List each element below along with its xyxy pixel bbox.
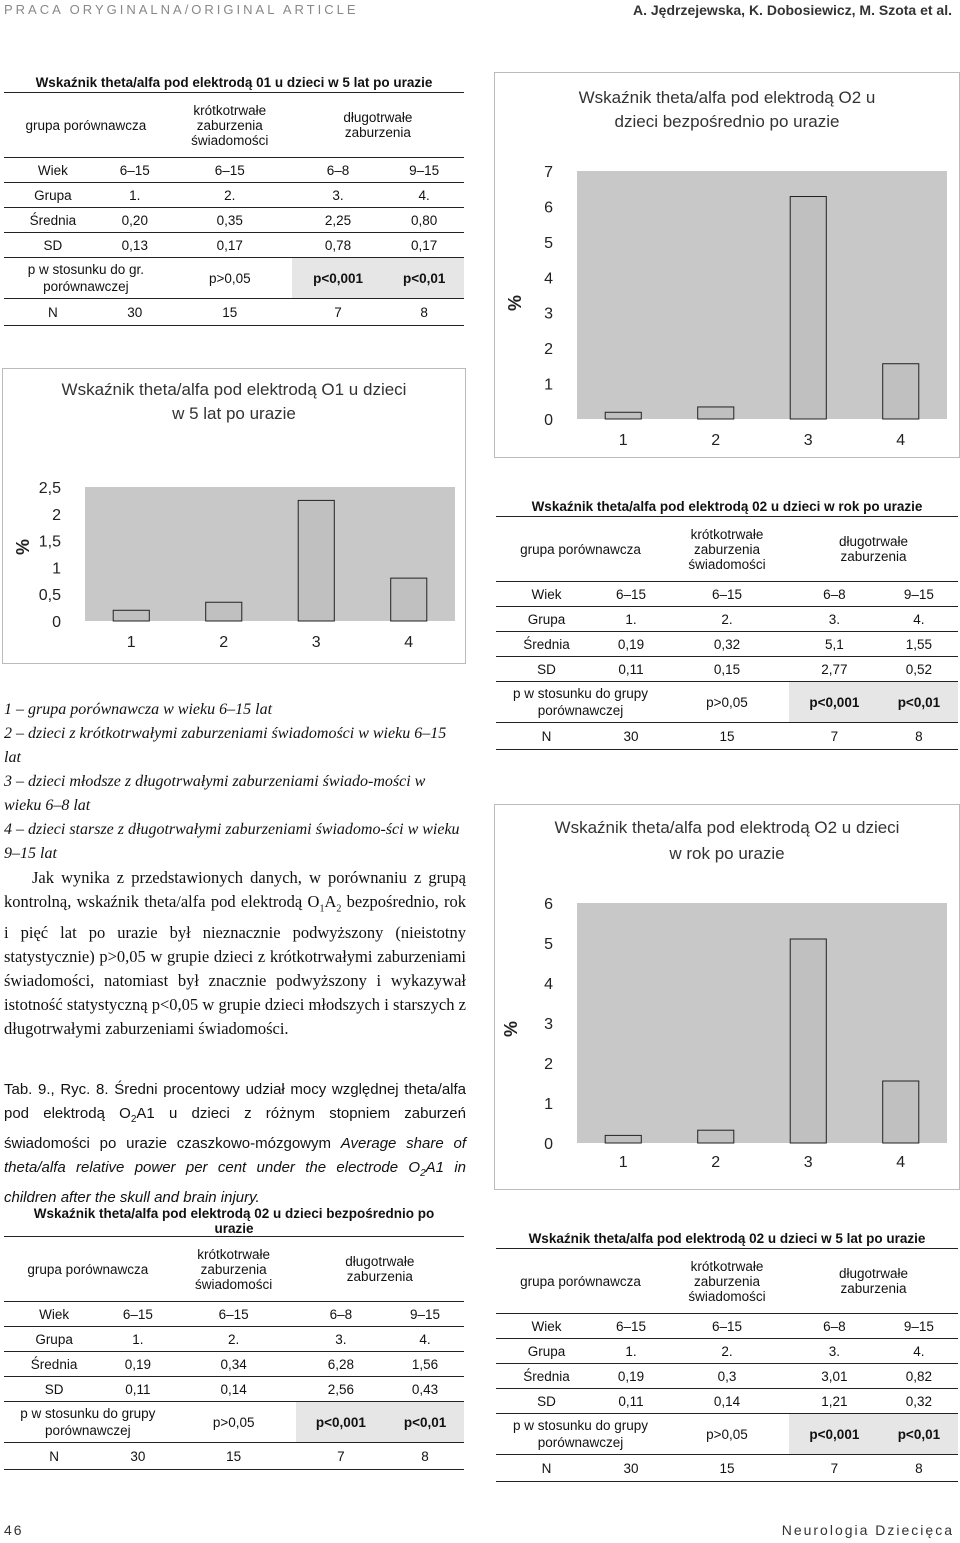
y-tick-label: 0,5	[38, 587, 61, 605]
col-header: długotrwałe zaburzenia	[292, 93, 464, 158]
x-tick-label: 2	[711, 432, 721, 449]
table-cell: 7	[292, 299, 385, 326]
legend-item: 4 – dzieci starsze z długotrwałymi zaburzeniami świadomo-ści w wieku 9–15 lat	[4, 821, 460, 862]
row-label: Wiek	[496, 582, 597, 607]
table-cell: 7	[789, 1455, 880, 1482]
table-title: Wskaźnik theta/alfa pod elektrodą 01 u dzieci w 5 lat po urazie	[4, 72, 464, 93]
bar-group-2	[698, 407, 734, 419]
table-cell: 0,32	[665, 632, 789, 657]
row-label: p w stosunku do gr. porównawczej	[4, 258, 168, 299]
journal-name: Neurologia Dziecięca	[781, 1522, 954, 1538]
x-tick-label: 2	[219, 634, 229, 651]
row-label: Grupa	[4, 183, 102, 208]
table-o2-immediate	[4, 1206, 464, 1470]
y-tick-label: 2,5	[38, 480, 61, 497]
table-title: Wskaźnik theta/alfa pod elektrodą 02 u dzieci w rok po urazie	[496, 496, 958, 517]
table-cell: 6,28	[296, 1352, 386, 1377]
x-tick-label: 4	[896, 1154, 906, 1171]
table-cell: 6–8	[789, 1314, 880, 1339]
chart-o2-immediate	[494, 72, 960, 458]
data-table	[496, 1228, 958, 1482]
y-tick-label: 1,5	[38, 533, 61, 551]
table-cell: 6–15	[665, 1314, 789, 1339]
y-tick-label: 3	[544, 1016, 553, 1033]
x-tick-label: 3	[803, 432, 813, 449]
bar-group-3	[298, 500, 334, 621]
running-header-section: PRACA ORYGINALNA/ORIGINAL ARTICLE	[4, 2, 359, 17]
table-cell: 15	[168, 299, 292, 326]
table-cell: 3.	[296, 1327, 386, 1352]
p-value: p<0,001	[296, 1402, 386, 1443]
row-label: Wiek	[496, 1314, 597, 1339]
data-table	[4, 1206, 464, 1470]
x-tick-label: 4	[404, 634, 414, 651]
y-tick-label: 2	[52, 506, 61, 524]
table-cell: 6–15	[102, 158, 168, 183]
bar-chart	[3, 369, 465, 663]
table-cell: 0,17	[168, 233, 292, 258]
bar-group-2	[698, 1130, 734, 1143]
table-cell: 9–15	[880, 582, 958, 607]
table-cell: 7	[296, 1443, 386, 1470]
table-cell: 8	[386, 1443, 464, 1470]
table-cell: 0,14	[172, 1377, 296, 1402]
table-cell: 0,80	[384, 208, 464, 233]
table-cell: 0,15	[665, 657, 789, 682]
table-cell: 0,17	[384, 233, 464, 258]
y-tick-label: 5	[544, 234, 553, 252]
y-tick-label: 7	[544, 164, 553, 181]
chart-title: w rok po urazie	[669, 844, 785, 863]
bar-group-4	[883, 1081, 919, 1143]
y-tick-label: 6	[544, 199, 553, 217]
table-cell: 1.	[104, 1327, 172, 1352]
row-label: Grupa	[4, 1327, 104, 1352]
bar-group-1	[605, 412, 641, 419]
table-cell: 15	[665, 1455, 789, 1482]
x-tick-label: 3	[311, 634, 321, 651]
legend-item: 3 – dzieci młodsze z długotrwałymi zaburzeniami świado-mości w wieku 6–8 lat	[4, 773, 426, 814]
table-cell: 0,19	[597, 632, 665, 657]
row-label: SD	[4, 1377, 104, 1402]
table-cell: 6–15	[168, 158, 292, 183]
figure-caption: Tab. 9., Ryc. 8. Średni procentowy udział mocy względnej theta/alfa pod elektrodą $O_2A1$ u dzieci z różnym stopniem zaburzeń świadomości po urazie czaszkowo-mózgowym Average share of theta/alfa relative power per cent under the electrode $O_2A1$ in children after the skull and brain injury.	[4, 1081, 466, 1206]
table-cell: 0,20	[102, 208, 168, 233]
table-cell: 30	[102, 299, 168, 326]
legend-item: 2 – dzieci z krótkotrwałymi zaburzeniami świadomości w wieku 6–15 lat	[4, 725, 447, 766]
y-tick-label: 6	[544, 896, 553, 913]
col-header: krótkotrwałe zaburzenia świadomości	[665, 1249, 789, 1314]
col-header: długotrwałe zaburzenia	[296, 1237, 464, 1302]
table-cell: 30	[597, 1455, 665, 1482]
row-label: p w stosunku do grupy porównawczej	[496, 682, 665, 723]
bar-group-4	[391, 578, 427, 621]
x-tick-label: 3	[803, 1154, 813, 1171]
bar-group-4	[883, 364, 919, 419]
row-label: Grupa	[496, 1339, 597, 1364]
chart-title: dzieci bezpośrednio po urazie	[614, 112, 840, 131]
row-label: N	[4, 299, 102, 326]
table-cell: 0,32	[880, 1389, 958, 1414]
table-cell: 9–15	[384, 158, 464, 183]
table-cell: 1.	[102, 183, 168, 208]
table-cell: 6–15	[104, 1302, 172, 1327]
table-cell: 1,55	[880, 632, 958, 657]
table-cell: 0,43	[386, 1377, 464, 1402]
p-value: p>0,05	[665, 682, 789, 723]
y-axis-label: %	[505, 294, 525, 312]
legend-item: 1 – grupa porównawcza w wieku 6–15 lat	[4, 701, 273, 718]
row-label: Średnia	[4, 1352, 104, 1377]
x-tick-label: 2	[711, 1154, 721, 1171]
bar-group-1	[113, 610, 149, 621]
col-header: długotrwałe zaburzenia	[789, 1249, 958, 1314]
y-axis-label: %	[501, 1020, 521, 1038]
table-cell: 4.	[880, 607, 958, 632]
col-header: długotrwałe zaburzenia	[789, 517, 958, 582]
bar-chart	[495, 805, 959, 1189]
table-cell: 3.	[789, 607, 880, 632]
table-cell: 0,3	[665, 1364, 789, 1389]
table-cell: 4.	[386, 1327, 464, 1352]
y-tick-label: 4	[544, 270, 553, 288]
col-header: grupa porównawcza	[4, 93, 168, 158]
table-cell: 8	[880, 1455, 958, 1482]
table-cell: 3.	[292, 183, 385, 208]
p-value: p>0,05	[168, 258, 292, 299]
table-cell: 9–15	[386, 1302, 464, 1327]
table-cell: 0,35	[168, 208, 292, 233]
table-cell: 0,19	[597, 1364, 665, 1389]
bar-chart	[495, 73, 959, 457]
chart-title: Wskaźnik theta/alfa pod elektrodą O2 u dzieci	[554, 818, 900, 837]
chart-title: Wskaźnik theta/alfa pod elektrodą O2 u	[578, 88, 876, 107]
p-value: p<0,01	[880, 682, 958, 723]
col-header: grupa porównawcza	[496, 517, 665, 582]
table-cell: 6–8	[296, 1302, 386, 1327]
table-cell: 0,78	[292, 233, 385, 258]
p-value: p<0,01	[384, 258, 464, 299]
col-header: grupa porównawcza	[496, 1249, 665, 1314]
table-cell: 0,34	[172, 1352, 296, 1377]
body-paragraph: Jak wynika z przedstawionych danych, w porównaniu z grupą kontrolną, wskaźnik theta/alfa pod elektrodą $O_1A_2$ bezpośrednio, rok i pięć lat po urazie był nieznacznie podwyższony (nieistotny statystycznie) p>0,05 w grupie dzieci z krótkotrwałymi zaburzeniami świadomości, natomiast był znacznie podwyższony i wykazywał istotność statystyczną p<0,05 w grupie dzieci młodszych i starszych z długotrwałymi zaburzeniami świadomości.	[4, 868, 466, 1039]
table-cell: 1.	[597, 1339, 665, 1364]
table-cell: 0,82	[880, 1364, 958, 1389]
table-cell: 8	[880, 723, 958, 750]
chart-o2-1y	[494, 804, 960, 1190]
row-label: Wiek	[4, 158, 102, 183]
table-cell: 30	[104, 1443, 172, 1470]
y-tick-label: 3	[544, 305, 553, 323]
row-label: Średnia	[4, 208, 102, 233]
table-cell: 9–15	[880, 1314, 958, 1339]
table-title: Wskaźnik theta/alfa pod elektrodą 02 u dzieci w 5 lat po urazie	[496, 1228, 958, 1249]
p-value: p>0,05	[665, 1414, 789, 1455]
table-cell: 8	[384, 299, 464, 326]
bar-group-3	[790, 939, 826, 1143]
running-header-authors: A. Jędrzejewska, K. Dobosiewicz, M. Szota et al.	[633, 2, 952, 18]
table-cell: 2.	[172, 1327, 296, 1352]
row-label: SD	[496, 657, 597, 682]
table-cell: 6–8	[292, 158, 385, 183]
table-cell: 2,56	[296, 1377, 386, 1402]
p-value: p<0,001	[789, 1414, 880, 1455]
table-cell: 4.	[880, 1339, 958, 1364]
p-value: p<0,01	[880, 1414, 958, 1455]
table-o2-5y	[496, 1228, 958, 1482]
table-cell: 3.	[789, 1339, 880, 1364]
table-title: Wskaźnik theta/alfa pod elektrodą 02 u dzieci bezpośrednio po urazie	[4, 1206, 464, 1237]
bar-group-2	[206, 602, 242, 621]
y-tick-label: 1	[52, 560, 61, 578]
col-header: krótkotrwałe zaburzenia świadomości	[665, 517, 789, 582]
table-cell: 15	[172, 1443, 296, 1470]
p-value: p>0,05	[172, 1402, 296, 1443]
row-label: Grupa	[496, 607, 597, 632]
table-cell: 2.	[168, 183, 292, 208]
table-cell: 6–15	[597, 1314, 665, 1339]
x-tick-label: 1	[126, 634, 136, 651]
y-tick-label: 0	[544, 1136, 553, 1153]
row-label: N	[496, 1455, 597, 1482]
table-cell: 15	[665, 723, 789, 750]
table-cell: 6–15	[597, 582, 665, 607]
table-cell: 0,19	[104, 1352, 172, 1377]
data-table	[496, 496, 958, 750]
x-tick-label: 1	[618, 1154, 628, 1171]
table-cell: 0,14	[665, 1389, 789, 1414]
col-header: krótkotrwałe zaburzenia świadomości	[168, 93, 292, 158]
row-label: Średnia	[496, 632, 597, 657]
data-table	[4, 72, 464, 326]
row-label: N	[496, 723, 597, 750]
table-o2-1y	[496, 496, 958, 750]
chart-o1-5y	[2, 368, 466, 664]
col-header: grupa porównawcza	[4, 1237, 172, 1302]
table-cell: 2.	[665, 1339, 789, 1364]
y-axis-label: %	[13, 538, 33, 556]
y-tick-label: 0	[52, 614, 61, 631]
table-cell: 1,21	[789, 1389, 880, 1414]
table-cell: 6–8	[789, 582, 880, 607]
page-number: 46	[4, 1522, 24, 1538]
table-cell: 1,56	[386, 1352, 464, 1377]
x-tick-label: 1	[618, 432, 628, 449]
y-tick-label: 0	[544, 412, 553, 429]
y-tick-label: 2	[544, 1056, 553, 1073]
p-value: p<0,01	[386, 1402, 464, 1443]
table-cell: 2,25	[292, 208, 385, 233]
p-value: p<0,001	[292, 258, 385, 299]
table-cell: 4.	[384, 183, 464, 208]
table-cell: 0,13	[102, 233, 168, 258]
row-label: p w stosunku do grupy porównawczej	[496, 1414, 665, 1455]
row-label: N	[4, 1443, 104, 1470]
y-tick-label: 1	[544, 1096, 553, 1113]
bar-group-3	[790, 197, 826, 419]
table-cell: 7	[789, 723, 880, 750]
y-tick-label: 2	[544, 341, 553, 359]
row-label: SD	[4, 233, 102, 258]
y-tick-label: 4	[544, 976, 553, 993]
table-cell: 6–15	[665, 582, 789, 607]
chart-title: Wskaźnik theta/alfa pod elektrodą O1 u dzieci	[61, 380, 407, 399]
table-cell: 3,01	[789, 1364, 880, 1389]
table-cell: 0,11	[104, 1377, 172, 1402]
table-cell: 30	[597, 723, 665, 750]
table-cell: 0,11	[597, 1389, 665, 1414]
table-cell: 2,77	[789, 657, 880, 682]
x-tick-label: 4	[896, 432, 906, 449]
y-tick-label: 1	[544, 376, 553, 394]
p-value: p<0,001	[789, 682, 880, 723]
row-label: p w stosunku do grupy porównawczej	[4, 1402, 172, 1443]
chart-legend	[4, 698, 466, 866]
row-label: SD	[496, 1389, 597, 1414]
table-o1-5y	[4, 72, 464, 326]
bar-group-1	[605, 1135, 641, 1143]
table-cell: 2.	[665, 607, 789, 632]
y-tick-label: 5	[544, 936, 553, 953]
table-cell: 0,11	[597, 657, 665, 682]
row-label: Średnia	[496, 1364, 597, 1389]
chart-title: w 5 lat po urazie	[172, 404, 296, 423]
table-cell: 1.	[597, 607, 665, 632]
table-cell: 0,52	[880, 657, 958, 682]
table-cell: 5,1	[789, 632, 880, 657]
col-header: krótkotrwałe zaburzenia świadomości	[172, 1237, 296, 1302]
row-label: Wiek	[4, 1302, 104, 1327]
table-cell: 6–15	[172, 1302, 296, 1327]
